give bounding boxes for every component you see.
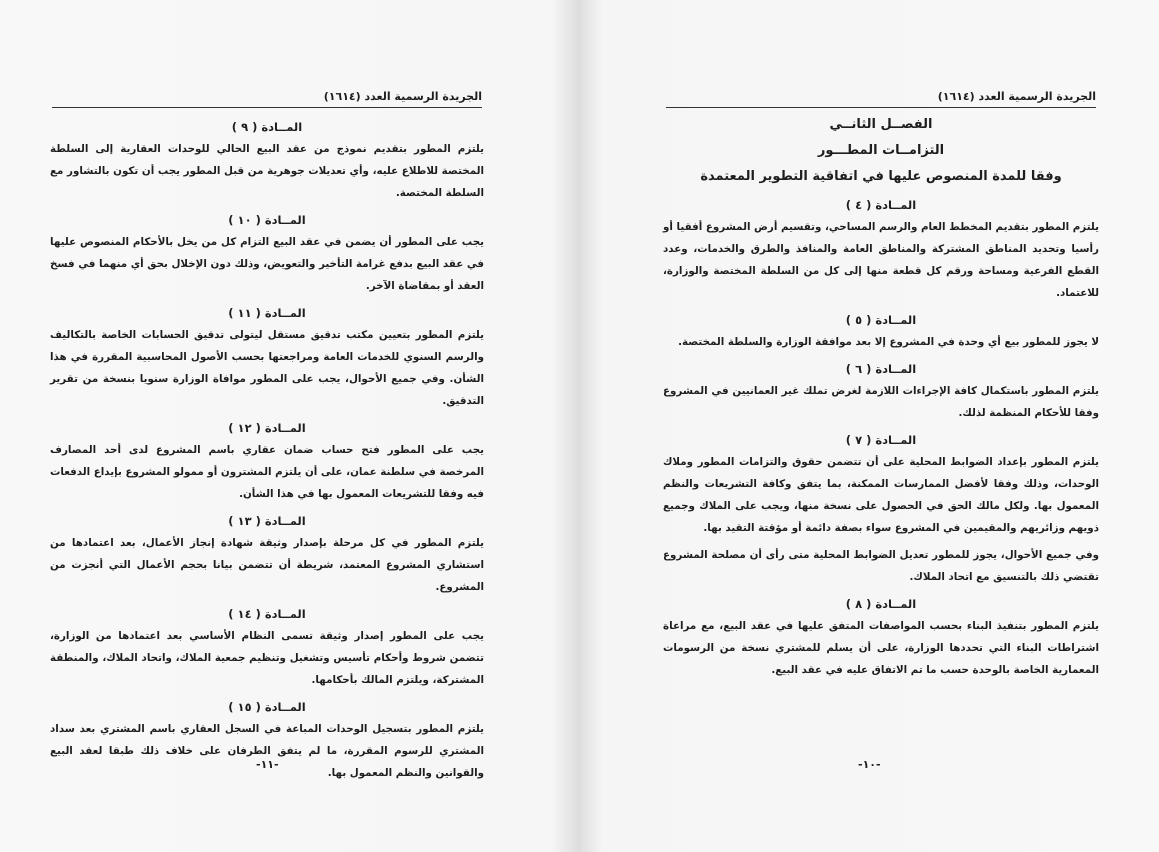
article-text: يلتزم المطور بتقديم نموذج من عقد البيع الحالي للوحدات العقارية إلى السلطة المختصة للاطلاع عليه، وأي تعديلات جوهرية من قبل المطور يجب أن تكون بالتشاور مع السلطة المختصة. [50,143,484,199]
article-text: وفي جميع الأحوال، يجوز للمطور تعديل الضوابط المحلية متى رأى أن مصلحة المشروع تقتضي ذلك بالتنسيق مع اتحاد الملاك. [663,549,1099,583]
article-text: لا يجوز للمطور بيع أي وحدة في المشروع إلا بعد موافقة الوزارة والسلطة المختصة. [678,336,1099,348]
article-text: يلتزم المطور بتسجيل الوحدات المباعة في السجل العقاري باسم المشتري بعد سداد المشتري للرسوم المقررة، ما لم يتفق الطرفان على خلاف ذلك طبقا لعقد البيع والقوانين والنظم المعمول بها. [50,723,484,779]
article-text: يلتزم المطور بتنفيذ البناء بحسب المواصفات المتفق عليها في عقد البيع، مع مراعاة اشتراطات البناء التي تحددها الوزارة، على أن يسلم للمشتري نسخة من الرسومات المعمارية الخاصة بالوحدة حسب ما تم الاتفاق عليه في عقد البيع. [663,620,1099,676]
article-heading: المــادة ( ٤ ) [845,198,917,212]
article-text: يلتزم المطور بإعداد الضوابط المحلية على أن تتضمن حقوق والتزامات المطور وملاك الوحدات، وذلك وفقا لأفضل الممارسات الممكنة، بما يتفق وكافة التشريعات والنظم المعمول بها. ولكل مالك الحق في الحصول على نسخة منها، ويجب على الملاك وجميع ذويهم وزائريهم والمقيمين في المشروع سواء بصفة دائمة أو مؤقتة التقيد بها. [663,456,1099,534]
page-number: -١٠- [858,758,881,771]
left-page [0,0,578,852]
article-text: يلتزم المطور باستكمال كافة الإجراءات اللازمة لغرض تملك غير العمانيين في المشروع وفقا للأحكام المنظمة لذلك. [663,385,1099,419]
article-heading: المــادة ( ١٢ ) [228,421,306,435]
right-page [578,0,1159,852]
article-heading: المــادة ( ٦ ) [845,362,917,376]
page-content [50,116,484,789]
chapter-description: وفقا للمدة المنصوص عليها في اتفاقية التطوير المعتمدة [700,169,1062,184]
article-heading: المــادة ( ١٣ ) [228,514,306,528]
article-text: يلتزم المطور بتقديم المخطط العام والرسم المساحي، وتقسيم أرض المشروع أفقيا أو رأسيا وتحديد المناطق المشتركة والمناطق العامة والمنافذ والطرق والخدمات، وعدد القطع الفرعية ومساحة ورقم كل قطعة منها إلى كل من السلطة المختصة والوزارة، للاعتماد. [663,221,1099,299]
article-text: يجب على المطور أن يضمن في عقد البيع التزام كل من يخل بالأحكام المنصوص عليها في عقد البيع بدفع غرامة التأخير والتعويض، وذلك دون الإخلال بحق أي منهما في فسخ العقد أو بمقاضاة الآخر. [50,236,484,292]
article-heading: المــادة ( ٨ ) [845,597,917,611]
article-heading: المــادة ( ٥ ) [845,313,917,327]
page-header: الجريدة الرسمية العدد (١٦١٤) [666,90,1096,108]
article-heading: المــادة ( ١٤ ) [228,607,306,621]
page-content [663,116,1099,686]
article-heading: المــادة ( ١١ ) [228,306,306,320]
chapter-title: الفصــل الثانــي [829,117,933,132]
article-text: يجب على المطور فتح حساب ضمان عقاري باسم المشروع لدى أحد المصارف المرخصة في سلطنة عمان، على أن يلتزم المشترون أو ممولو المشروع بإيداع الدفعات فيه وفقا للتشريعات المعمول بها في هذا الشأن. [50,444,484,500]
article-text: يلتزم المطور بتعيين مكتب تدقيق مستقل ليتولى تدقيق الحسابات الخاصة بالتكاليف والرسم السنوي للخدمات العامة ومراجعتها بحسب الأصول المحاسبية المقررة في هذا الشأن. وفي جميع الأحوال، يجب على المطور موافاة الوزارة سنويا بنسخة من تقرير التدقيق. [50,329,484,407]
article-heading: المــادة ( ٩ ) [231,120,303,134]
page-number: -١١- [256,758,279,771]
page-header: الجريدة الرسمية العدد (١٦١٤) [52,90,482,108]
article-heading: المــادة ( ١٥ ) [228,700,306,714]
article-text: يجب على المطور إصدار وثيقة تسمى النظام الأساسي بعد اعتمادها من الوزارة، تتضمن شروط وأحكام تأسيس وتشغيل وتنظيم جمعية الملاك، واتحاد الملاك، والمنطقة المشتركة، ويلتزم المالك بأحكامها. [50,630,484,686]
article-text: يلتزم المطور في كل مرحلة بإصدار وثيقة شهادة إنجاز الأعمال، بعد اعتمادها من استشاري المشروع المعتمد، شريطة أن تتضمن بيانا بحجم الأعمال التي أنجزت من المشروع. [50,537,484,593]
chapter-subtitle: التزامــات المطـــور [817,143,945,158]
article-heading: المــادة ( ٧ ) [845,433,917,447]
article-heading: المــادة ( ١٠ ) [228,213,306,227]
